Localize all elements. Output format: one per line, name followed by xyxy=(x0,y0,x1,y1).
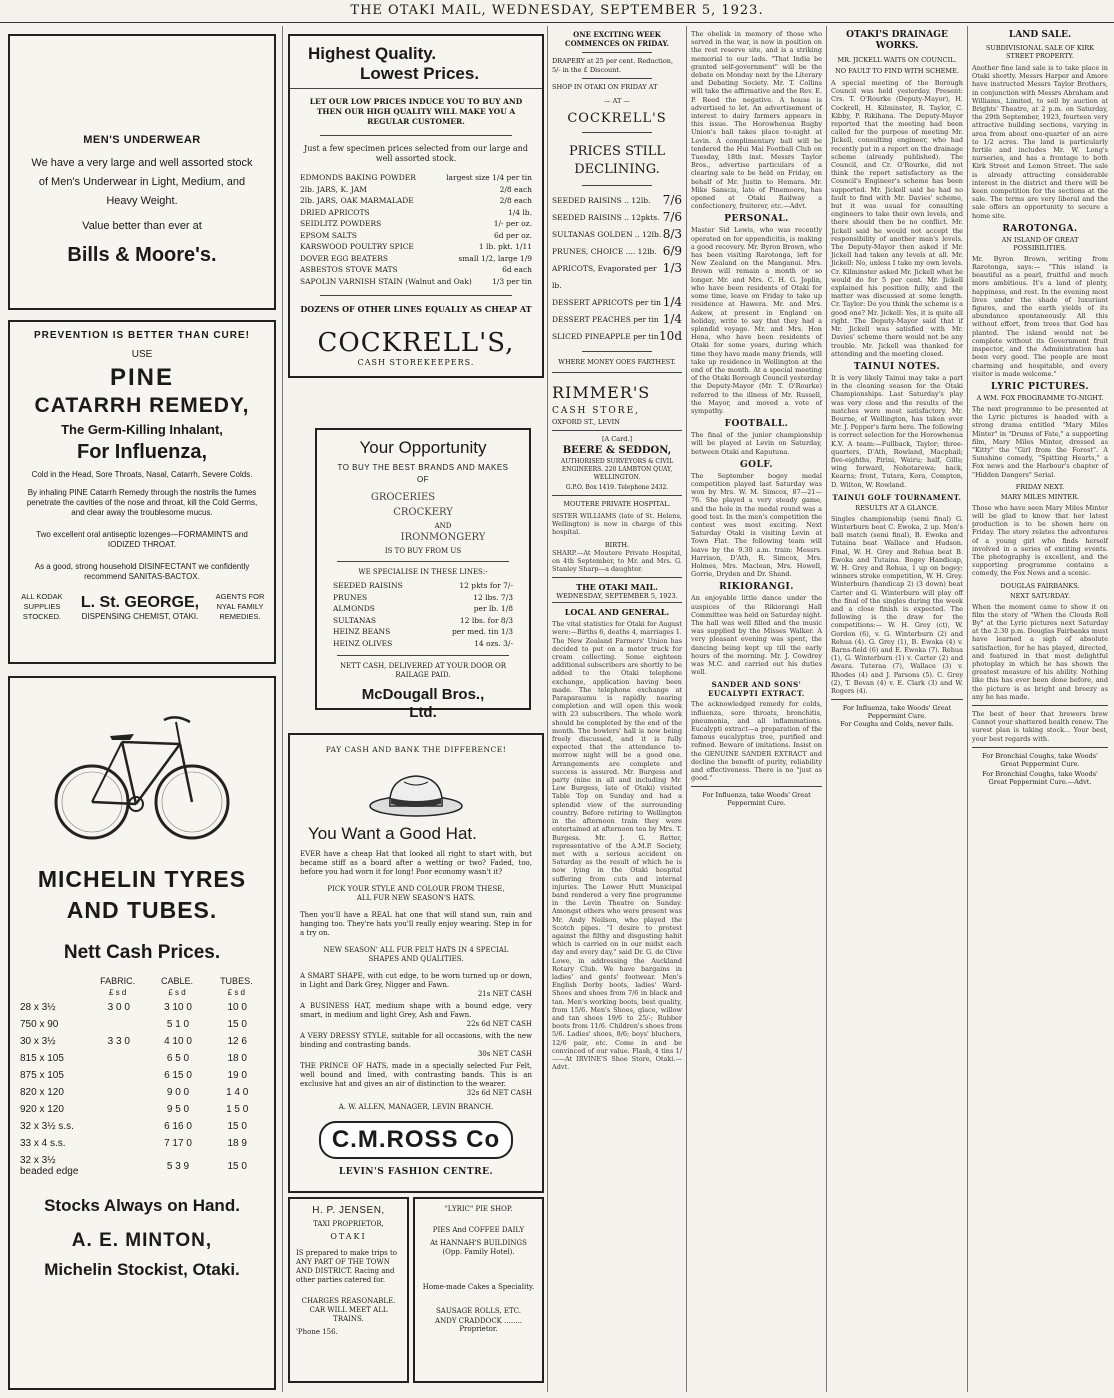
ad-specimen: Just a few specimen prices selected from our large and well assorted stock. xyxy=(304,144,528,163)
item-price: per med. tin 1/3 xyxy=(451,627,513,636)
ad-body: EVER have a cheap Hat that looked all right to start with, but became stiff as a board after a wetting or two? Faded, too, before you had worn it for long! Poor economy wasn't it? xyxy=(300,850,532,876)
ad-home: Home-made Cakes a Speciality. xyxy=(422,1283,535,1291)
ad-shop: SHOP IN OTAKI ON FRIDAY AT xyxy=(552,83,658,91)
drainage-text: A special meeting of the Borough Council was held yesterday. Present: Crs. T. O'Rourke (Deputy-Mayor), H. Cockrell, H. Kilminster, R. Taylor, C. Kibby, P. Rikihana. The Deputy-Mayor reported that the meeting had been called for the purpose of meeting Mr. Jickell, consulting engineer, who had recently put in a report on the drainage scheme (already published). The Council, and Cr. O'Rourke, did not think the report satisfactory as the Council's Engineer's scheme has been supported. Mr. Jickell said he had no fault to find with Mr. Davies' scheme, but it was usual for consulting engineers to take their own levels, and there should then be no conflict. Mr. Jickell said he would not accept the responsibility of another man's levels. The Deputy-Mayor then asked if Mr. Jickell had taken any levels at all. Mr. Jickell: No, unless I take my own levels. Cr. Kilminster asked Mr. Jickell what he would do for 5 per cent. Mr. Jickell explained his position fully, and the matter was discussed at some length. Cr. Taylor: Do you think the scheme is a good one? Mr. Jickell: Yes, it is quite all right. The Deputy-Mayor said that if Mr. Jickell was satisfied with Mr. Davies' scheme there would not be any trouble. Mr. Jickell was thanked for attending and the meeting closed. xyxy=(831,79,963,358)
ad-centre: LEVIN'S FASHION CENTRE. xyxy=(338,1167,494,1177)
table-cell-size: 32 x 3½ s.s. xyxy=(20,1121,74,1132)
price-row xyxy=(300,207,532,219)
ad-firm-sub: Michelin Stockist, Otaki. xyxy=(44,1260,240,1279)
table-cell-fabric xyxy=(92,1050,146,1067)
ad-right-note: AGENTS FOR NYAL FAMILY REMEDIES. xyxy=(215,592,265,621)
table-row xyxy=(18,1101,264,1118)
price-row xyxy=(552,226,682,243)
price-list xyxy=(333,580,513,649)
hat-shape-1: A SMART SHAPE, with cut edge, to be worn turned up or down, in Light and Dark Grey, Nigger and Fawn. xyxy=(300,972,532,989)
lsd-label: £ s d xyxy=(227,988,245,997)
drainage-heading: OTAKI'S DRAINAGE WORKS. xyxy=(846,30,948,51)
column-4 xyxy=(691,30,822,1392)
column-5 xyxy=(831,30,963,1392)
ad-top: "LYRIC" PIE SHOP. xyxy=(444,1205,513,1213)
ad-headline: You Want a Good Hat. xyxy=(308,824,477,843)
column-6 xyxy=(972,30,1108,1392)
ad-body: IS prepared to make trips to ANY PART OF THE TOWN AND DISTRICT. Racing and other parties catered for. xyxy=(296,1249,398,1284)
item-price: 1/- per oz. xyxy=(493,219,532,228)
ad-ironmongery: IRONMONGERY xyxy=(400,532,486,543)
item-name: SAPOLIN VARNISH STAIN (Walnut and Oak) xyxy=(300,276,472,286)
item-price: 6/9 xyxy=(662,244,682,258)
ad-groceries: GROCERIES xyxy=(370,492,436,503)
table-cell-cable: 6 5 0 xyxy=(166,1053,190,1064)
price-row xyxy=(300,172,532,184)
price-row xyxy=(552,209,682,226)
jensen-taxi-ad xyxy=(288,1197,409,1383)
table-cell-size: 33 x 4 s.s. xyxy=(20,1138,66,1149)
lyric-sub: A WM. FOX PROGRAMME TO-NIGHT. xyxy=(976,393,1104,402)
table-row xyxy=(18,999,264,1016)
item-price: 7/6 xyxy=(662,210,682,224)
ad-and: AND xyxy=(434,522,452,530)
price-row xyxy=(300,230,532,242)
price-row xyxy=(333,580,513,592)
ad-phone: 'Phone 156. xyxy=(296,1328,338,1336)
ad-inhale: By inhaling PINE Catarrh Remedy through the nostrils the fumes penetrate the cavities of the nose and throat, kill the Cold Germs, and clear away the troublesome mucus. xyxy=(26,488,258,517)
price-row xyxy=(552,260,682,294)
obelisk-text: The obelisk in memory of those who served in the war, is now in position on the rest reserve site, and is a striking memorial to our lads. "That India be granted self-government" will be the debate on Monday next by the Literary and Debating Society. Mr. T. Collins will take the affirmative and the Rev. E. P. Reed the negative. A house is advertised to let. An advertisement of interest to dairy farmers appears in this issue. The Horowhenua Rugby Union's ball takes place to-night at Levin. A complimentary ball will be tendered the Hui Mai Football Club on Tuesday, 18th inst. Messrs Taylor Bros., advertise particulars of a clearing sale to be held on Friday, on behalf of Mr. Justin to Hemara. Mr. Mike Sanscis, late of Pinemoore, has opened at Otaki Railway a confectionery, fruiterer, etc.—Advt. xyxy=(691,30,822,211)
results-heading: RESULTS AT A GLANCE. xyxy=(855,503,939,512)
minton-michelin-ad xyxy=(8,676,276,1390)
table-cell-fabric: 3 0 0 xyxy=(107,1002,130,1013)
item-name: PRUNES, CHOICE .... 12lb. xyxy=(552,247,657,256)
table-cell-tubes: 18 0 xyxy=(227,1053,247,1064)
beere-box: G.P.O. Box 1419. Telephone 2432. xyxy=(565,484,669,491)
bills-moore-ad xyxy=(8,34,276,310)
item-price: 12 lbs. for 8/3 xyxy=(459,615,513,625)
moutere-text: SISTER WILLIAMS (late of St. Helens, Wellington) is now in charge of this hospital. xyxy=(552,512,682,537)
land-heading: LAND SALE. xyxy=(1008,30,1072,40)
price-row xyxy=(333,615,513,627)
golf-tournament-heading: TAINUI GOLF TOURNAMENT. xyxy=(832,492,962,502)
lyric-text: The next programme to be presented at the Lyric pictures is headed with a strong drama entitled "Mary Miles Minter" in "Drums of Fate," a supporting film, Mary Miles Minter, dressed as "Kitty" the "Girl from the Forest". A Sunshine comedy, "Spitting Hearts," a Fox news and the Harbour's chapter of "Hidden Dangers" Serial. xyxy=(972,404,1108,479)
rimmer-name: RIMMER'S xyxy=(552,383,651,402)
col-header-cable: CABLE. xyxy=(160,976,193,986)
price-row xyxy=(300,218,532,230)
ad-nett: Nett Cash Prices. xyxy=(63,942,221,963)
ad-use: USE xyxy=(131,349,153,360)
ad-pies: PIES And COFFEE DAILY xyxy=(432,1226,525,1234)
ad-name-2: CATARRH REMEDY, xyxy=(34,394,250,417)
lyric-pie-shop-ad xyxy=(413,1197,544,1383)
item-price: 1/4 xyxy=(662,312,682,326)
hat-illustration xyxy=(366,764,466,820)
price-row xyxy=(552,311,682,328)
item-name: HEINZ BEANS xyxy=(333,627,391,636)
table-cell-cable: 6 16 0 xyxy=(164,1121,192,1132)
item-price: 6d each xyxy=(502,265,532,274)
ad-charges: CHARGES REASONABLE. CAR WILL MEET ALL TRAINS. xyxy=(301,1297,396,1323)
price-row xyxy=(552,328,682,345)
table-cell-cable: 9 0 0 xyxy=(166,1087,190,1098)
football-heading: FOOTBALL. xyxy=(724,419,789,430)
item-name: APRICOTS, Evaporated per lb. xyxy=(552,264,657,290)
beere-name: BEERE & SEDDON, xyxy=(562,445,672,456)
table-cell-cable: 9 5 0 xyxy=(166,1104,190,1115)
price-row xyxy=(300,184,532,196)
ad-tagline: The Germ-Killing Inhalant, xyxy=(61,422,223,437)
ad-real: Then you'll have a REAL hat one that will stand sun, rain and hanging too. They're hats you'll really enjoy wearing. Step in for a try on. xyxy=(300,911,532,937)
card-label: [A Card.] xyxy=(601,435,632,443)
item-name: DESSERT PEACHES per tin xyxy=(552,315,659,324)
item-name: SEEDED RAISINS .. 12pkts. xyxy=(552,213,660,222)
table-row xyxy=(18,1050,264,1067)
ad-buy: IS TO BUY FROM US xyxy=(384,547,462,555)
lsd-label: £ s d xyxy=(168,988,186,997)
table-cell-tubes: 1 5 0 xyxy=(226,1104,249,1115)
item-name: SEEDED RAISINS xyxy=(333,581,403,590)
rarotonga-heading: RAROTONGA. xyxy=(1002,223,1078,234)
column-3 xyxy=(552,30,682,1392)
ad-at: At HANNAH'S BUILDINGS (Opp. Family Hotel). xyxy=(430,1239,527,1256)
ad-proprietor: ANDY CRADDOCK ........ Proprietor. xyxy=(435,1317,522,1333)
ad-headline: Highest Quality. xyxy=(308,44,437,63)
local-text: The vital statistics for Otaki for August were:—Births 6, deaths 4, marriages 1. The New Zealand Farmers' Union has decided to put on a motor truck for cream collecting. Some eighteen additional subscribers are shortly to be added to the Otaki telephone exchange, application having been made. The telephone exchange at Paraparaumu is rapidly nearing completion and will open this week with 23 subscribers. The whole work should be completed by the end of the month. The bowlers' hall is now being freely discussed, and it is fully expected that the attendance to-morrow night will be a good one. Arrangements are complete and success is assured. Mr. Burgess and party (nine in all and including Mr. Lew Burgess, late of Otaki) visited Table Top on Sunday and had a splendid view of the surrounding country. Before retiring to Wellington in the afternoon train they were entertained at afternoon tea by Mrs. T. Burgess. Mr. J. G. Retter, representative of the A.M.P. Society, met with a serious accident on Saturday as the result of which he is now lying in the Otaki hospital suffering from cuts and internal injuries. The Lower Hutt Municipal band rendered a very fine programme in the Levin Theatre on Sunday. Amongst others who were present was Mr. Andy Neilson, who played the Scotch pipes. "I desire to protest against the filthy and disgusting habit which is carried on in our midst each day and every day," said Dr. G. de Clive Lowe, in addressing the Auckland Rotary Club. We have bargains in ladies' and gents' footwear. Men's English Derby boots, ladies' Ward-Shoes and shoes from 7/6 in black and tan. Men's working boots, best quality, from 15/6. Men's Shoes, glace, willow and tan shoes 19/6 to 25/-; Rubber boots from 11/6. Children's shoes from 5/6. Ladies' shoes, 8/6; boys' bluchers, 12/6 pair, etc. Come in and be convinced of our value. Flash, 4 tins 1/——At IRVINE'S Shoe Store, Otaki.—Advt. xyxy=(552,620,682,1072)
price-row xyxy=(300,253,532,265)
ad-firm: Bills & Moore's. xyxy=(67,244,217,266)
rikiorangi-heading: RIKIORANGI. xyxy=(719,582,794,593)
price-row xyxy=(333,592,513,604)
column-divider xyxy=(826,26,827,1392)
lyric-heading: LYRIC PICTURES. xyxy=(990,381,1089,392)
item-price: 7/6 xyxy=(662,193,682,207)
table-cell-tubes: 15 0 xyxy=(227,1019,247,1030)
item-name: SEIDLITZ POWDERS xyxy=(300,219,382,228)
ad-name: PINE xyxy=(109,364,174,391)
ad-firm: McDougall Bros., Ltd. xyxy=(361,686,485,721)
item-price: small 1/2, large 1/9 xyxy=(458,253,532,263)
item-name: SULTANAS xyxy=(333,615,376,625)
ad-exciting: ONE EXCITING WEEK COMMENCES ON FRIDAY. xyxy=(565,30,669,48)
item-price: 6d per oz. xyxy=(493,230,532,240)
paper-date: WEDNESDAY, SEPTEMBER 5, 1923. xyxy=(552,592,682,603)
item-price: 2/8 each xyxy=(499,196,532,205)
table-cell-cable: 5 3 9 xyxy=(166,1160,190,1172)
golf-heading: GOLF. xyxy=(740,459,773,470)
table-cell-fabric xyxy=(92,1101,146,1118)
hat-price-4: 32s 6d NET CASH xyxy=(466,1089,532,1097)
ad-firm-sub: CASH STOREKEEPERS. xyxy=(357,358,475,367)
price-row xyxy=(333,638,513,650)
item-price: 12 lbs. 7/3 xyxy=(473,592,513,602)
table-cell-fabric xyxy=(92,1118,146,1135)
ad-lozenges: Two excellent oral antiseptic lozenges—FORMAMINTS and IODIZED THROAT. xyxy=(36,530,248,549)
item-price: per lb. 1/8 xyxy=(473,604,513,613)
table-cell-cable: 5 1 0 xyxy=(166,1019,190,1030)
table-cell-tubes: 12 6 xyxy=(227,1036,247,1047)
ad-sub: Value better than ever at xyxy=(82,220,202,232)
ad-name: H. P. JENSEN, xyxy=(312,1205,385,1216)
item-name: KARSWOOD POULTRY SPICE xyxy=(300,242,414,251)
ad-headline: Your Opportunity xyxy=(359,438,487,457)
table-row xyxy=(18,1152,264,1180)
ad-title: MEN'S UNDERWEAR xyxy=(83,134,201,146)
table-cell-fabric xyxy=(92,1135,146,1152)
item-name: EPSOM SALTS xyxy=(300,230,357,240)
hat-price-3: 30s NET CASH xyxy=(477,1050,532,1058)
ad-drapery: DRAPERY at 25 per cent. Reduction, 5/- in the £ Discount. xyxy=(552,57,674,74)
table-cell-fabric xyxy=(92,1067,146,1084)
table-cell-size: 30 x 3½ xyxy=(20,1036,56,1047)
column-divider xyxy=(282,26,283,1392)
cockrells-ad xyxy=(288,34,544,378)
table-row xyxy=(18,1067,264,1084)
column-divider xyxy=(967,26,968,1392)
bottom-ad: For Influenza, take Woods' Great Peppermint Cure. xyxy=(842,704,952,721)
ad-firm: L. St. GEORGE, xyxy=(80,593,200,611)
tainui-heading: TAINUI NOTES. xyxy=(853,361,941,372)
local-heading: LOCAL AND GENERAL. xyxy=(564,607,670,618)
table-row xyxy=(18,1016,264,1033)
table-cell-tubes: 18 9 xyxy=(227,1138,247,1149)
price-list xyxy=(300,172,532,287)
ad-crockery: CROCKERY xyxy=(393,507,453,518)
item-name: HEINZ OLIVES xyxy=(333,638,393,648)
item-name: 2lb. JARS, OAK MARMALADE xyxy=(300,196,414,205)
ad-intro: LET OUR LOW PRICES INDUCE YOU TO BUY AND THEN OUR HIGH QUALITY WILL MAKE YOU A REGULAR CUSTOMER. xyxy=(309,97,523,126)
tainui-text: It is very likely Tainui may take a part in the cleaning season for the Otaki Championships. Last Saturday's play was very close and the results of the matches were most satisfactory. Mr. Bourne, of Wellington, has taken over Mr. J. Pepper's farm here. The following is correct selection for the Horowhenua K.V. A team:—Fullback, Taylor; three-quarters, D'Ath, Rowland, Macphail; five-eighths, Pirini, Wairu; half, Gills; wing forward, Nohotarewa; back, Kearns; front, Tutara, Kora, Compton, D. Wilton, W. Rowland. xyxy=(831,373,963,489)
hat-shape-4: THE PRINCE OF HATS, made in a specially selected Fur Felt, well bound and lined, with contrasting bands. This is an exclusive hat and gives an air of distinction to the wearer. xyxy=(300,1062,532,1088)
ad-disinfect: As a good, strong household DISINFECTANT we confidently recommend SANITAS-BACTOX. xyxy=(34,562,250,581)
table-row xyxy=(18,1118,264,1135)
item-price: 1/3 per tin xyxy=(492,276,532,286)
friday-heading: FRIDAY NEXT. xyxy=(1015,482,1065,491)
bottom-ad-2: For Bronchial Coughs, take Woods' Great Peppermint Cure.—Advt. xyxy=(982,769,1098,786)
beer-verse: The best of beer that brewers brew Cannot your shattered health renew. The surest plan is taking stock... Your best, your best regards with. xyxy=(972,710,1108,743)
moutere-heading: MOUTERE PRIVATE HOSPITAL. xyxy=(563,500,671,508)
price-row xyxy=(552,294,682,311)
ad-manager: A. W. ALLEN, MANAGER, LEVIN BRANCH. xyxy=(338,1103,494,1111)
table-cell-cable: 6 15 0 xyxy=(164,1070,192,1081)
ad-new-season: NEW SEASON' ALL FUR FELT HATS IN 4 SPECIAL SHAPES AND QUALITIES. xyxy=(323,946,509,963)
column-divider xyxy=(686,26,687,1392)
item-name: PRUNES xyxy=(333,592,368,602)
sander-heading: SANDER AND SONS' EUCALYPTI EXTRACT. xyxy=(708,680,805,699)
birth-text: SHARP.—At Moutere Private Hospital, on 4th September, to Mr. and Mrs. G. Stanley Sharp—a daughter. xyxy=(552,548,682,574)
birth-heading: BIRTH. xyxy=(604,540,630,549)
ad-pick: PICK YOUR STYLE AND COLOUR FROM THESE, ALL FUR NEW SEASON'S HATS. xyxy=(327,885,505,902)
price-row xyxy=(300,195,532,207)
personal-heading: PERSONAL. xyxy=(724,214,789,225)
ad-for: For Influenza, xyxy=(77,441,207,463)
ad-special: WE SPECIALISE IN THESE LINES:- xyxy=(358,568,488,576)
item-name: ASBESTOS STOVE MATS xyxy=(300,265,398,274)
table-cell-size: 32 x 3½ beaded edge xyxy=(20,1155,79,1177)
ad-body: We have a very large and well assorted stock of Men's Underwear in Light, Medium, and Heavy Weight. xyxy=(31,157,253,207)
item-price: 1/4 lb. xyxy=(507,207,532,217)
item-price: 1/3 xyxy=(662,261,682,275)
drainage-sub: MR. JICKELL WAITS ON COUNCIL. xyxy=(837,56,957,64)
hat-price-2: 22s 6d NET CASH xyxy=(466,1020,532,1028)
item-price: 8/3 xyxy=(662,227,682,241)
sander-text: The acknowledged remedy for colds, influenza, sore throats, bronchitis, pneumonia, and all inflammations. Eucalypti extract—a preparation of the famous eucalyptus tree, purified and refined. Beware of imitations. Insist on the GENUINE SANDER EXTRACT and decline the benefit of purity, reliability and effectiveness. There is no "just as good." xyxy=(691,700,822,783)
bicycle-illustration xyxy=(52,692,232,852)
table-cell-fabric xyxy=(92,1016,146,1033)
table-row xyxy=(18,1084,264,1101)
item-name: ALMONDS xyxy=(333,604,375,613)
football-text: The final of the junior championship will be played at Levin on Saturday, between Otaki and Kaputuna. xyxy=(691,431,822,456)
item-price: largest size 1/4 per tin xyxy=(446,173,532,182)
item-name: DESSERT APRICOTS per tin xyxy=(552,298,661,307)
table-row xyxy=(18,1033,264,1050)
ad-at: — AT — xyxy=(604,97,630,105)
table-cell-fabric: 3 3 0 xyxy=(107,1036,130,1047)
table-cell-tubes: 15 0 xyxy=(227,1121,247,1132)
douglas-heading: DOUGLAS FAIRBANKS. xyxy=(1000,581,1080,590)
table-cell-size: 820 x 120 xyxy=(20,1087,64,1098)
item-price: 14 ozs. 3/- xyxy=(474,638,513,648)
ad-subhead: TO BUY THE BEST BRANDS AND MAKES OF xyxy=(337,463,509,484)
table-cell-fabric xyxy=(92,1084,146,1101)
ad-prices: PRICES STILL DECLINING. xyxy=(568,144,666,177)
item-price: 1 lb. pkt. 1/11 xyxy=(478,242,532,251)
rimmer-sub: CASH STORE, xyxy=(552,406,641,416)
item-name: EDMONDS BAKING POWDER xyxy=(300,173,416,182)
rarotonga-sub: AN ISLAND OF GREAT POSSIBILITIES. xyxy=(1001,235,1079,252)
ad-town: OTAKI xyxy=(330,1232,367,1241)
ad-headline: MICHELIN TYRES xyxy=(37,866,247,892)
table-cell-cable: 3 10 0 xyxy=(164,1002,192,1013)
table-cell-size: 920 x 120 xyxy=(20,1104,64,1115)
col-header-fabric: FABRIC. xyxy=(100,976,136,986)
ad-firm: COCKRELL'S xyxy=(567,111,667,126)
table-cell-tubes: 1 4 0 xyxy=(226,1087,249,1098)
item-price: 10d xyxy=(659,329,682,343)
item-name: SULTANAS GOLDEN .. 12lb. xyxy=(552,230,662,239)
item-name: SEEDED RAISINS .. 12lb. xyxy=(552,196,651,205)
item-price: 2/8 each xyxy=(499,184,532,194)
ad-top: PAY CASH AND BANK THE DIFFERENCE! xyxy=(325,745,507,754)
item-price: 12 pkts for 7/- xyxy=(459,581,513,590)
ad-where: WHERE MONEY GOES FARTHEST. xyxy=(558,358,676,366)
bottom-ad: For Bronchial Coughs, take Woods' Great Peppermint Cure. xyxy=(982,751,1098,768)
table-cell-size: 28 x 3½ xyxy=(20,1002,56,1013)
price-list xyxy=(552,192,682,345)
table-cell-tubes: 15 0 xyxy=(227,1160,247,1172)
ad-nett: NETT CASH, DELIVERED AT YOUR DOOR OR RAILAGE PAID. xyxy=(339,662,507,679)
ad-colds: Cold in the Head, Sore Throats, Nasal, Catarrh, Severe Colds. xyxy=(31,470,253,479)
table-cell-size: 875 x 105 xyxy=(20,1070,64,1081)
table-row xyxy=(18,1135,264,1152)
item-name: 2lb. JARS, K. JAM xyxy=(300,184,367,194)
results-text: Singles championship (semi final) G. Winterburn beat C. Ewoka, 2 up. Men's ball match (semi final), B. Ewoka and Tutaina beat Wallace and Hudson. Final, W. H. Grey and Rehua beat B. Ewoka and Tutaina. Bogey Handicap, W. H. Grey and Rehua, 1 up on bogey; winners stroke competition, W. H. Grey. Winterburn (handicap 2) (3 down) beat Carter and G. Winterburn will play off the final of the singles during the week and a close finish is expected. The following is the draw for the competitions:— W. H. Grey (ct), W. Gordon (6), v. G. Winterburn (2) and Rehua (4). G. Grey (1), B. Ewoka (4) v. Barns-field (6) and E. Ewoka (7). Rehua (1), G. Winterburn (1) v. Carter (2) and Awara. Tuteraa (7), Wallace (3) v. Rhodes (4) and J. Parsons (5). C. Grey (2), T. Bevan (4) v. E. Clark (3) and W. Rogers (4). xyxy=(831,514,963,696)
table-cell-fabric xyxy=(92,1152,146,1180)
ad-role: TAXI PROPRIETOR, xyxy=(313,1220,384,1228)
next-saturday-heading: NEXT SATURDAY. xyxy=(1009,591,1071,600)
price-row xyxy=(300,276,532,288)
table-cell-tubes: 19 0 xyxy=(227,1070,247,1081)
ad-stocks: Stocks Always on Hand. xyxy=(44,1196,240,1215)
land-sub: SUBDIVISIONAL SALE OF KIRK STREET PROPERTY. xyxy=(985,44,1095,60)
price-row xyxy=(300,241,532,253)
table-cell-size: 815 x 105 xyxy=(20,1053,64,1064)
ad-sausage: SAUSAGE ROLLS, ETC. xyxy=(436,1307,521,1315)
rimmer-address: OXFORD ST., LEVIN xyxy=(552,418,620,426)
ad-headline-2: Lowest Prices. xyxy=(360,64,480,83)
price-row xyxy=(552,243,682,260)
ad-headline-2: AND TUBES. xyxy=(66,897,218,923)
cm-ross-hat-ad xyxy=(288,733,544,1193)
item-name: DOVER EGG BEATERS xyxy=(300,253,389,263)
bottom-ad: For Influenza, take Woods' Great Peppermint Cure. xyxy=(702,791,811,808)
hat-shape-2: A BUSINESS HAT, medium shape with a bound edge, very smart, in medium and light Grey, Ash and Fawn. xyxy=(300,1002,532,1019)
table-cell-tubes: 10 0 xyxy=(227,1002,247,1013)
cm-ross-logo: C.M.ROSS Co xyxy=(319,1121,513,1159)
hat-shape-3: A VERY DRESSY STYLE, suitable for all occasions, with the new binding and contrasting bands. xyxy=(300,1032,532,1049)
item-name: DRIED APRICOTS xyxy=(300,207,370,217)
ad-dozens: DOZENS OF OTHER LINES EQUALLY AS CHEAP AT xyxy=(300,304,532,314)
price-table xyxy=(18,999,264,1180)
personal-text: Master Sid Lewis, who was recently operated on for appendicitis, is making a good recovery. Mr. Byron Brown, who has been visiting Rarotonga, left for New Zealand on the Manganui. Mrs. Brown will remain a month or so longer. Mr. and Mrs. C. H. G. Joplin, who have been residents of Otaki for some time, leave on Friday to take up residence at Hawera. Mr. and Mrs. Askew, at present in England on holiday, write to say that they had a splendid voyage. Mr. and Mrs. Hon Hena, who have been residents of Otaki for some years, during which time they have made many friends, will take up residence in Wellington at the end of the month. At a special meeting of the Otaki Borough Council yesterday the Deputy-Mayor (Mr. T. O'Rourke) referred to the illness of Mr. Russell, the Mayor, and moved a vote of sympathy. xyxy=(691,226,822,415)
table-cell-cable: 4 10 0 xyxy=(164,1036,192,1047)
beere-sub: AUTHORISED SURVEYORS & CIVIL ENGINEERS. 220 LAMBTON QUAY, WELLINGTON. xyxy=(560,458,674,481)
douglas-text: When the moment came to show it on film the story of "When the Clouds Roll By" at the Lyric pictures next Saturday at the 2.30 p.m. Douglas Fairbanks must have learned a sigh of absolute satisfaction, for he has played, directed, and featured in that most delightful photoplay in which he has shown the greatest measure of his ability. Nothing like this has ever been done before, and the picture is as bright and breezy as any he has made. xyxy=(972,602,1108,701)
table-cell-cable: 7 17 0 xyxy=(164,1138,192,1149)
land-text: Another fine land sale is to take place in Otaki shortly. Messrs Harper and Amore have instructed Messrs Taylor Brothers, in conjunction with Messrs Abraham and Williams, Limited, to sell by auction at Brights' Theatre, at 2 p.m. on Saturday, the 29th September, 1923, fourteen very attractive building sections, varying in area from about one-quarter of an acre to 1/2 acres. The land is particularly fertile and includes Mr. W. Long's nurseries, and has a frontage to both Kirk Street and Lemon Street. The sale is already attracting considerable interest in the district and there will be keen competition for the sections at the sale. The terms are very liberal and the sale offers an opportunity to secure a home site. xyxy=(972,64,1108,220)
drainage-sub-2: NO FAULT TO FIND WITH SCHEME. xyxy=(835,67,959,75)
golf-text: The September bogey medal competition played last Saturday was won by Mrs. W. M. Simcox, 87—21—76. She played a very steady game, and the hole in the medal round was a good test. In the men's competition the contest was most exciting. Next Saturday Otaki is visiting Levin at Town Flat. The following team will leave by the 9.30 a.m. train: Messrs. Harrison, D'Ath, R. Simcox, Mrs. Holmes, Mrs. Maclean, Mrs. Howell, Gorrie, Dryden and Dr. Shand. xyxy=(691,471,822,579)
lsd-label: £ s d xyxy=(108,988,127,997)
table-cell-size: 750 x 90 xyxy=(20,1019,59,1030)
price-row xyxy=(333,626,513,638)
paper-name: THE OTAKI MAIL. xyxy=(576,582,658,593)
item-name: SLICED PINEAPPLE per tin xyxy=(552,332,659,341)
mary-text: Those who have seen Mary Miles Minter will be glad to know that her latest production is to be shown here on Friday. The story relates the adventures of a young girl who finds herself involved in a series of exciting events. The photography is excellent, and the supporting programme contains a comedy, the Fox News and a scenic. xyxy=(972,503,1108,578)
ad-firm-sub: DISPENSING CHEMIST, OTAKI. xyxy=(81,611,199,621)
rikiorangi-text: An enjoyable little dance under the auspices of the Rikiorangi Hall Committee was held on Saturday night. The hall was well filled and the music was supplied by the Misses Walker. A very pleasant evening was spent, the dancing being kept up till the early hours of the morning. Mr. J. Cowdrey was M.C. and carried out his duties well. xyxy=(691,594,822,677)
item-price: 1/4 xyxy=(662,295,682,309)
ad-top: PREVENTION IS BETTER THAN CURE! xyxy=(33,330,250,341)
ad-firm: COCKRELL'S, xyxy=(317,328,515,358)
bottom-ad-2: For Coughs and Colds, never fails. xyxy=(840,720,954,729)
ad-firm: A. E. MINTON, xyxy=(71,1230,213,1251)
pine-catarrh-ad xyxy=(8,320,276,664)
ad-left-note: ALL KODAK SUPPLIES STOCKED. xyxy=(21,592,63,621)
mcdougall-ad xyxy=(315,428,531,721)
rarotonga-text: Mr. Byron Brown, writing from Rarotonga, says:— "This island is beautiful as a pearl, fruitful and much more ambitious. It's a land of plenty, happiness, and rest. In the evening most lives under the shade of luxuriant figures, and the earth yields of its abundance spontaneously. All this without effort, from trees that God has planted. The island would not be complete without its Government fruit inspector, and the Administration has been very good. The people are most charming and hospitable, and every visitor is made welcome." xyxy=(972,254,1108,378)
col-header-tubes: TUBES. xyxy=(220,976,253,986)
price-row xyxy=(552,192,682,209)
masthead: THE OTAKI MAIL, WEDNESDAY, SEPTEMBER 5, 1923. xyxy=(0,0,1114,23)
price-row xyxy=(300,264,532,276)
column-divider xyxy=(547,26,548,1392)
price-row xyxy=(333,603,513,615)
hat-price-1: 21s NET CASH xyxy=(477,990,532,998)
mary-heading: MARY MILES MINTER. xyxy=(1000,492,1080,501)
